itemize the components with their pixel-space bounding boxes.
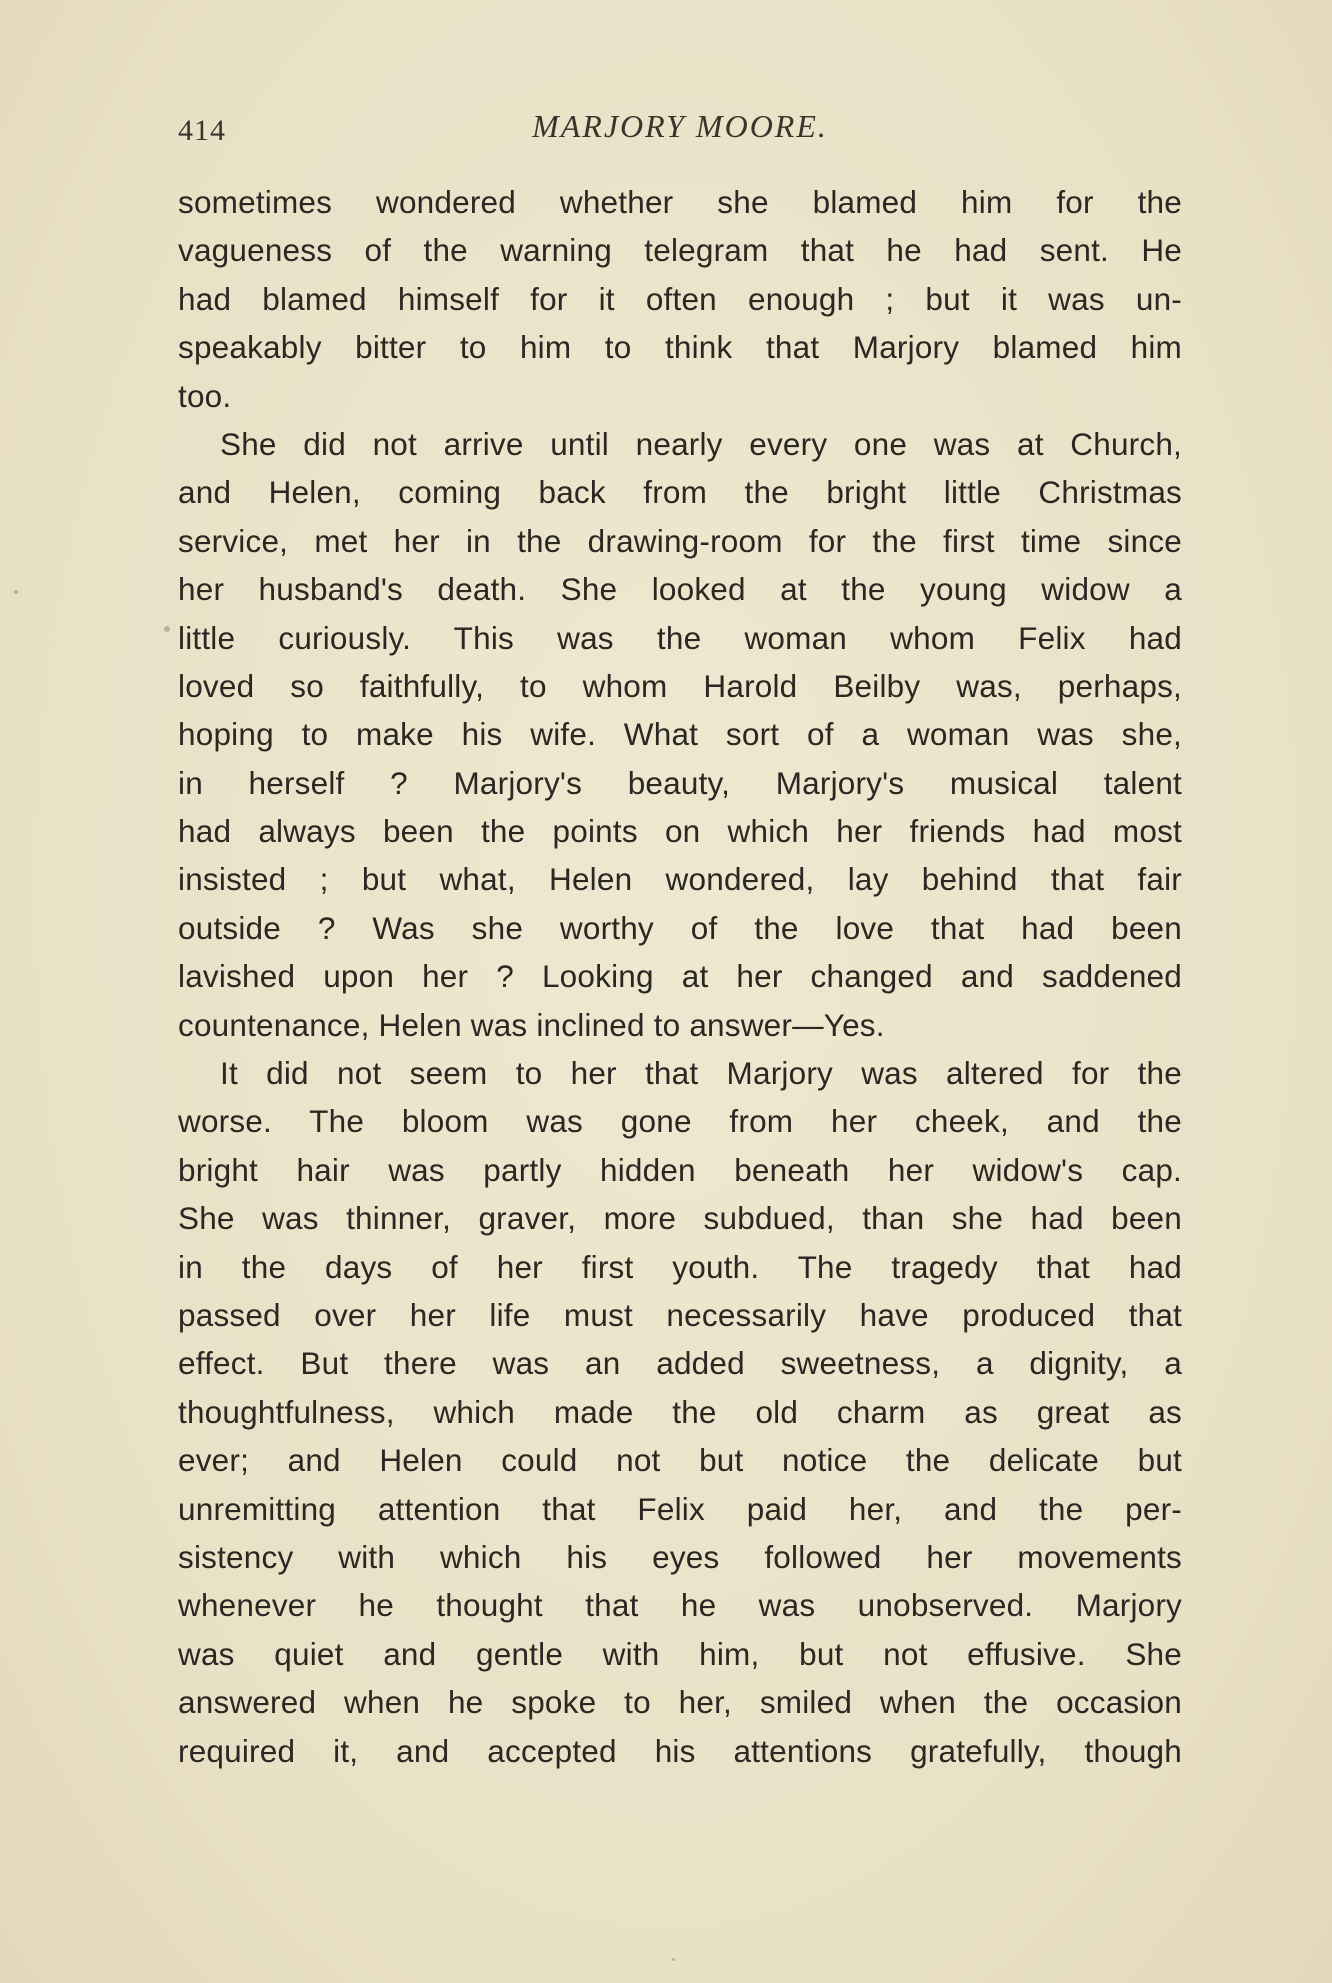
text-line: loved so faithfully, to whom Harold Beilby was, perhaps, bbox=[178, 667, 1182, 704]
paragraph bbox=[178, 420, 1182, 1049]
text-line: answered when he spoke to her, smiled when the occasion bbox=[178, 1684, 1182, 1721]
text-line: passed over her life must necessarily have produced that bbox=[178, 1296, 1182, 1333]
text-line: hoping to make his wife. What sort of a woman was she, bbox=[178, 716, 1182, 753]
text-line: bright hair was partly hidden beneath her widow's cap. bbox=[178, 1151, 1182, 1188]
text-line: sometimes wondered whether she blamed him for the bbox=[178, 184, 1182, 220]
text-line: thoughtfulness, which made the old charm as great as bbox=[178, 1393, 1182, 1430]
text-line: little curiously. This was the woman whom Felix had bbox=[178, 619, 1182, 656]
text-line: had always been the points on which her friends had most bbox=[178, 813, 1182, 850]
paragraph bbox=[178, 1049, 1182, 1775]
text-line: ever; and Helen could not but notice the delicate but bbox=[178, 1442, 1182, 1479]
text-line: in herself ? Marjory's beauty, Marjory's musical talent bbox=[178, 764, 1182, 801]
text-line: She did not arrive until nearly every one was at Church, bbox=[220, 425, 1182, 462]
text-line: whenever he thought that he was unobserved. Marjory bbox=[178, 1587, 1182, 1624]
paper-speck bbox=[672, 1958, 675, 1961]
text-line: sistency with which his eyes followed her movements bbox=[178, 1538, 1182, 1575]
text-line: outside ? Was she worthy of the love that had been bbox=[178, 909, 1182, 946]
text-line: was quiet and gentle with him, but not effusive. She bbox=[178, 1635, 1182, 1672]
text-line: effect. But there was an added sweetness, a dignity, a bbox=[178, 1345, 1182, 1382]
text-line: had blamed himself for it often enough ; but it was un- bbox=[178, 280, 1182, 317]
page-number: 414 bbox=[178, 114, 226, 147]
text-line: It did not seem to her that Marjory was altered for the bbox=[220, 1055, 1182, 1092]
text-line: service, met her in the drawing-room for the first time since bbox=[178, 522, 1182, 559]
text-line: worse. The bloom was gone from her cheek, and the bbox=[178, 1103, 1182, 1140]
text-line: her husband's death. She looked at the young widow a bbox=[178, 571, 1182, 608]
text-line: required it, and accepted his attentions gratefully, though bbox=[178, 1732, 1182, 1769]
text-line: countenance, Helen was inclined to answer—Yes. bbox=[178, 1006, 885, 1043]
paragraph bbox=[178, 178, 1182, 420]
text-line: She was thinner, graver, more subdued, than she had been bbox=[178, 1200, 1182, 1237]
running-title: MARJORY MOORE. bbox=[532, 108, 828, 144]
paper-speck bbox=[164, 626, 170, 632]
body-text bbox=[178, 178, 1182, 1775]
paper-speck bbox=[14, 590, 18, 594]
text-line: lavished upon her ? Looking at her changed and saddened bbox=[178, 958, 1182, 995]
text-line: and Helen, coming back from the bright little Christmas bbox=[178, 474, 1182, 511]
text-line: too. bbox=[178, 377, 232, 414]
text-line: insisted ; but what, Helen wondered, lay behind that fair bbox=[178, 861, 1182, 898]
text-line: in the days of her first youth. The tragedy that had bbox=[178, 1248, 1182, 1285]
running-head bbox=[178, 108, 1182, 156]
text-line: unremitting attention that Felix paid her, and the per- bbox=[178, 1490, 1182, 1527]
text-line: speakably bitter to him to think that Marjory blamed him bbox=[178, 329, 1182, 366]
text-line: vagueness of the warning telegram that he had sent. He bbox=[178, 232, 1182, 269]
